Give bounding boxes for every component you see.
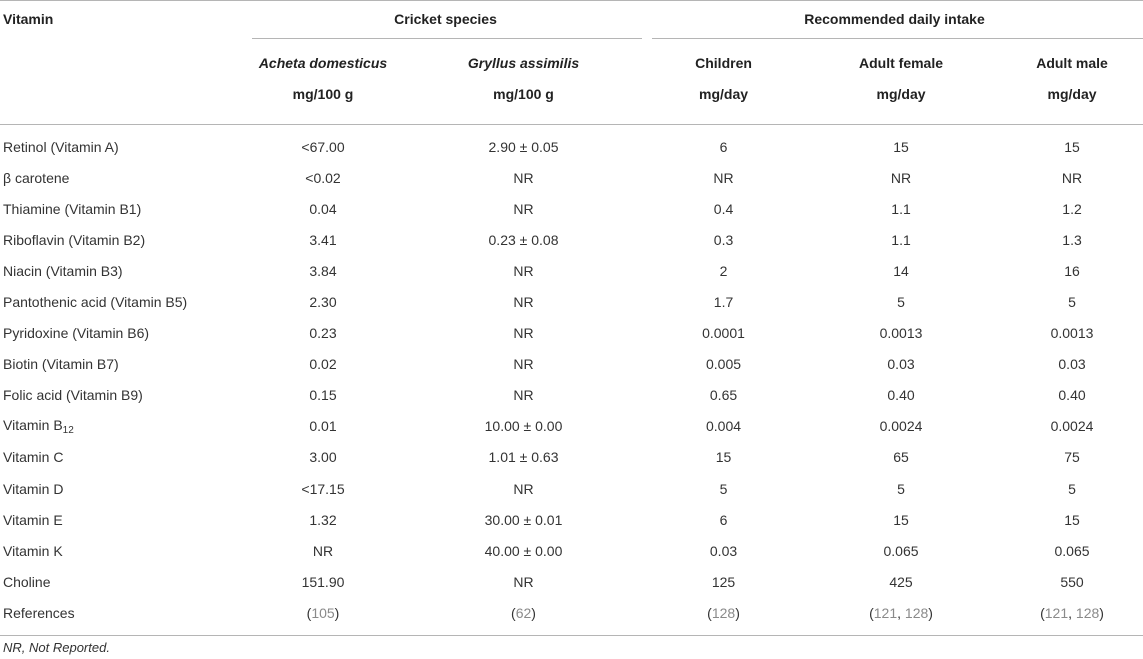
- value-cell: NR: [513, 169, 534, 186]
- value-cell: 5: [1068, 294, 1076, 311]
- vitamin-name: Niacin (Vitamin B3): [3, 262, 123, 279]
- reference-link[interactable]: 128: [1075, 604, 1100, 621]
- reference-paren-open: (: [511, 604, 516, 621]
- vitamin-name-cell: [0, 566, 245, 597]
- table-body: [0, 125, 1143, 636]
- vitamin-name: Vitamin K: [3, 542, 63, 559]
- vitamin-name-cell: [0, 125, 245, 163]
- value-cell: 0.4: [713, 200, 734, 217]
- value-cell: 0.0001: [702, 325, 745, 342]
- value-cell: 1.7: [713, 294, 734, 311]
- value-cell: 1.2: [1062, 200, 1082, 217]
- unit-children: mg/day: [646, 78, 801, 125]
- vitamin-name: Vitamin B: [3, 416, 63, 433]
- vitamin-name: Thiamine (Vitamin B1): [3, 200, 142, 217]
- value-cell: 5: [897, 480, 905, 497]
- table-row: [0, 349, 1143, 380]
- reference-paren-open: (: [707, 604, 712, 621]
- value-cell: 0.02: [309, 356, 337, 373]
- value-cell: 75: [1064, 449, 1080, 466]
- vitamin-name: Biotin (Vitamin B7): [3, 356, 119, 373]
- references-label: References: [0, 597, 245, 635]
- reference-paren-close: ): [531, 604, 536, 621]
- value-cell: 0.0024: [879, 418, 923, 435]
- vitamin-name-cell: [0, 349, 245, 380]
- table-footnote: NR, Not Reported.: [3, 640, 110, 655]
- value-cell: NR: [513, 200, 534, 217]
- value-cell: 425: [889, 573, 913, 590]
- value-cell: 0.04: [309, 200, 337, 217]
- vitamin-name-cell: [0, 411, 245, 442]
- table-row: [0, 411, 1143, 442]
- value-cell: 5: [719, 480, 728, 497]
- value-cell: 0.23: [309, 325, 337, 342]
- value-cell: <67.00: [301, 138, 345, 155]
- reference-link[interactable]: 128: [904, 604, 929, 621]
- header-recommended-intake: Recommended daily intake: [804, 11, 985, 27]
- col-children: Children: [695, 55, 752, 71]
- value-cell: 1.01 ± 0.63: [488, 449, 559, 466]
- value-cell: 550: [1060, 573, 1084, 590]
- value-cell: NR: [513, 294, 534, 311]
- value-cell: NR: [513, 480, 534, 497]
- value-cell: 0.40: [887, 387, 915, 404]
- value-cell: 40.00 ± 0.00: [484, 542, 563, 559]
- reference-link[interactable]: 62: [515, 604, 532, 621]
- value-cell: 2.30: [309, 294, 337, 311]
- vitamin-name: Pantothenic acid (Vitamin B5): [3, 294, 188, 311]
- table-row: [0, 125, 1143, 163]
- value-cell: <17.15: [301, 480, 345, 497]
- value-cell: 0.0013: [879, 325, 923, 342]
- table-row: [0, 535, 1143, 566]
- table-row: [0, 318, 1143, 349]
- reference-paren-open: (: [1040, 604, 1045, 621]
- value-cell: 15: [893, 511, 909, 528]
- vitamin-name: Vitamin E: [3, 511, 63, 528]
- value-cell: 14: [893, 262, 909, 279]
- reference-paren-close: ): [334, 604, 340, 621]
- value-cell: 0.03: [709, 542, 738, 559]
- vitamin-name: Choline: [3, 573, 51, 590]
- value-cell: 0.0024: [1050, 418, 1094, 435]
- table-row: [0, 286, 1143, 317]
- value-cell: 1.1: [891, 200, 911, 217]
- table-row: [0, 162, 1143, 193]
- vitamin-name: Vitamin C: [3, 449, 64, 466]
- value-cell: 16: [1064, 262, 1080, 279]
- vitamin-name-cell: [0, 162, 245, 193]
- col-adult-male: Adult male: [1036, 55, 1108, 71]
- table-row: [0, 224, 1143, 255]
- value-cell: 0.03: [887, 356, 915, 373]
- value-cell: 1.3: [1062, 231, 1082, 248]
- unit-acheta: mg/100 g: [245, 78, 401, 125]
- value-cell: NR: [513, 262, 534, 279]
- unit-gryllus: mg/100 g: [401, 78, 646, 125]
- value-cell: NR: [890, 169, 912, 186]
- value-cell: 0.3: [713, 231, 734, 248]
- value-cell: 30.00 ± 0.01: [484, 511, 563, 528]
- vitamin-name-cell: [0, 318, 245, 349]
- table-row: [0, 442, 1143, 473]
- table-row: [0, 380, 1143, 411]
- value-cell: 15: [1064, 511, 1080, 528]
- vitamin-name-cell: [0, 535, 245, 566]
- reference-cell: [245, 597, 401, 635]
- value-cell: 65: [893, 449, 909, 466]
- value-cell: 6: [719, 138, 728, 155]
- vitamin-subscript: 12: [62, 424, 74, 436]
- vitamin-name-cell: [0, 255, 245, 286]
- col-adult-female: Adult female: [859, 55, 944, 71]
- references-row: [0, 597, 1143, 635]
- value-cell: 0.004: [705, 418, 742, 435]
- vitamin-name: β carotene: [3, 169, 70, 186]
- reference-cell: (121, 128): [801, 597, 1001, 635]
- table-row: [0, 255, 1143, 286]
- value-cell: 1.1: [891, 231, 911, 248]
- value-cell: 5: [1068, 480, 1076, 497]
- value-cell: 125: [711, 573, 736, 590]
- value-cell: 0.15: [309, 387, 337, 404]
- value-cell: 0.065: [883, 542, 919, 559]
- header-vitamin: Vitamin: [3, 11, 54, 27]
- value-cell: 0.23 ± 0.08: [488, 231, 559, 248]
- value-cell: <0.02: [305, 169, 341, 186]
- value-cell: 0.065: [1054, 542, 1090, 559]
- value-cell: 10.00 ± 0.00: [484, 418, 563, 435]
- vitamin-name: Vitamin D: [3, 480, 64, 497]
- value-cell: 5: [897, 294, 905, 311]
- value-cell: NR: [513, 387, 534, 404]
- reference-cell: (121, 128): [1001, 597, 1143, 635]
- reference-link[interactable]: 121: [873, 604, 898, 621]
- table-row: [0, 473, 1143, 504]
- vitamin-name: Folic acid (Vitamin B9): [3, 387, 143, 404]
- value-cell: NR: [1061, 169, 1083, 186]
- header-cricket-species: Cricket species: [394, 11, 497, 27]
- table-row: [0, 566, 1143, 597]
- table-row: [0, 193, 1143, 224]
- value-cell: 0.0013: [1050, 325, 1094, 342]
- value-cell: 151.90: [301, 573, 345, 590]
- value-cell: 3.00: [309, 449, 337, 466]
- value-cell: 0.01: [309, 418, 337, 435]
- reference-paren-close: ): [928, 604, 933, 621]
- reference-cell: [646, 597, 801, 635]
- value-cell: 2.90 ± 0.05: [488, 138, 559, 155]
- value-cell: 0.005: [705, 356, 742, 373]
- col-acheta-domesticus: Acheta domesticus: [258, 55, 388, 71]
- value-cell: 1.32: [309, 511, 337, 528]
- value-cell: 3.41: [309, 231, 337, 248]
- value-cell: 3.84: [309, 262, 337, 279]
- vitamin-name-cell: [0, 473, 245, 504]
- vitamin-name: Pyridoxine (Vitamin B6): [3, 325, 150, 342]
- value-cell: NR: [513, 356, 534, 373]
- vitamin-name-cell: [0, 286, 245, 317]
- reference-paren-close: ): [1099, 604, 1104, 621]
- reference-paren-open: (: [869, 604, 874, 621]
- unit-adult-female: mg/day: [801, 78, 1001, 125]
- value-cell: 0.03: [1058, 356, 1086, 373]
- value-cell: NR: [513, 325, 534, 342]
- vitamin-name: Retinol (Vitamin A): [3, 138, 119, 155]
- vitamin-name-cell: [0, 504, 245, 535]
- col-gryllus-assimilis: Gryllus assimilis: [467, 55, 580, 71]
- reference-link[interactable]: 105: [311, 604, 335, 621]
- value-cell: NR: [312, 542, 334, 559]
- value-cell: 6: [719, 511, 728, 528]
- header-column-names: [0, 38, 1143, 78]
- vitamin-name-cell: [0, 380, 245, 411]
- reference-cell: [401, 597, 646, 635]
- reference-link[interactable]: 128: [711, 604, 736, 621]
- unit-adult-male: mg/day: [1001, 78, 1143, 125]
- reference-paren-open: (: [306, 604, 312, 621]
- value-cell: 0.40: [1058, 387, 1086, 404]
- value-cell: 15: [715, 449, 732, 466]
- value-cell: 15: [1064, 138, 1080, 155]
- value-cell: NR: [513, 573, 534, 590]
- value-cell: 2: [719, 262, 728, 279]
- vitamin-name: Riboflavin (Vitamin B2): [3, 231, 146, 248]
- reference-paren-close: ): [735, 604, 740, 621]
- vitamin-name-cell: [0, 224, 245, 255]
- value-cell: 0.65: [709, 387, 738, 404]
- value-cell: 15: [893, 138, 909, 155]
- header-units: [0, 78, 1143, 125]
- value-cell: NR: [713, 169, 734, 186]
- table-row: [0, 504, 1143, 535]
- reference-link[interactable]: 121: [1044, 604, 1069, 621]
- vitamin-name-cell: [0, 442, 245, 473]
- vitamin-name-cell: [0, 193, 245, 224]
